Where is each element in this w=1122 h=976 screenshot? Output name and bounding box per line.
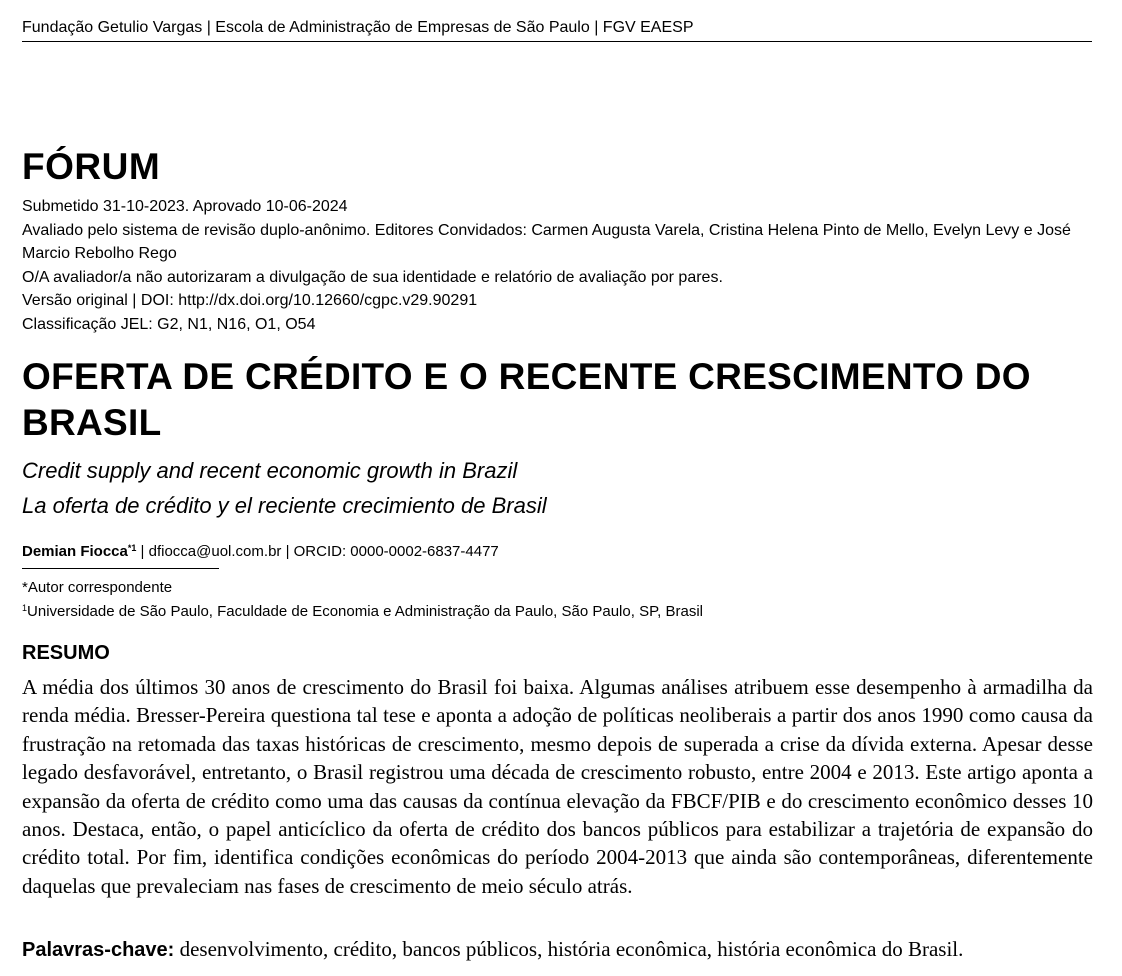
jel-classification: Classificação JEL: G2, N1, N16, O1, O54 [22,315,316,333]
doi-line: Versão original | DOI: http://dx.doi.org/10.12660/cgpc.v29.90291 [22,292,478,309]
journal-header: Fundação Getulio Vargas | Escola de Administração de Empresas de São Paulo | FGV EAESP [22,19,694,36]
author-line [22,538,499,562]
affiliation-mark: 1 [22,603,28,613]
abstract-heading: RESUMO [22,642,110,664]
subtitle-english: Credit supply and recent economic growth in Brazil [22,458,518,483]
review-info: Avaliado pelo sistema de revisão duplo-anônimo. Editores Convidados: Carmen Augusta Varela, Cristina Helena Pinto de Mello, Evelyn Levy e José Marcio Rebolho Rego [22,221,1071,262]
keywords-label: Palavras-chave: [22,939,175,961]
affiliation-note [22,598,703,622]
author-name: Demian Fiocca [22,543,128,560]
author-contact[interactable]: | dfiocca@uol.com.br | ORCID: 0000-0002-6837-4477 [136,543,499,560]
footnote-divider [22,568,219,569]
keywords-text: desenvolvimento, crédito, bancos públicos, história econômica, história econômica do Brasil. [174,937,964,961]
submission-dates: Submetido 31-10-2023. Aprovado 10-06-2024 [22,198,348,215]
article-metadata [22,195,1082,336]
article-title: OFERTA DE CRÉDITO E O RECENTE CRESCIMENTO DO BRASIL [22,356,1031,443]
keywords-line [22,935,1102,964]
section-label: FÓRUM [22,146,161,187]
header-divider [22,41,1092,42]
author-notes [22,578,703,622]
subtitle-spanish: La oferta de crédito y el reciente crecimiento de Brasil [22,493,547,518]
abstract-text: A média dos últimos 30 anos de crescimento do Brasil foi baixa. Algumas análises atribuem esse desempenho à armadilha da renda média. Bresser-Pereira questiona tal tese e aponta a adoção de políticas neoliberais a partir dos anos 1990 como causa da frustração na retomada das taxas históricas de crescimento, mesmo depois de superada a crise da dívida externa. Apesar desse legado desfavorável, entretanto, o Brasil registrou uma década de crescimento robusto, entre 2004 e 2013. Este artigo aponta a expansão da oferta de crédito como uma das causas da contínua elevação da FBCF/PIB e do crescimento econômico desses 10 anos. Destaca, então, o papel anticíclico da oferta de crédito dos bancos públicos para estabilizar a trajetória de expansão do crédito total. Por fim, identifica condições econômicas do período 2004-2013 que ainda são contemporâneas, diferentemente daquelas que prevaleciam nas fases de crescimento de meio século atrás. [22,675,1093,898]
affiliation-text: Universidade de São Paulo, Faculdade de Economia e Administração da Paulo, São Paulo, SP, Brasil [27,603,703,620]
reviewer-note: O/A avaliador/a não autorizaram a divulgação de sua identidade e relatório de avaliação por pares. [22,268,723,286]
corresponding-author-note: *Autor correspondente [22,579,173,596]
author-marks: *1 [127,543,137,553]
